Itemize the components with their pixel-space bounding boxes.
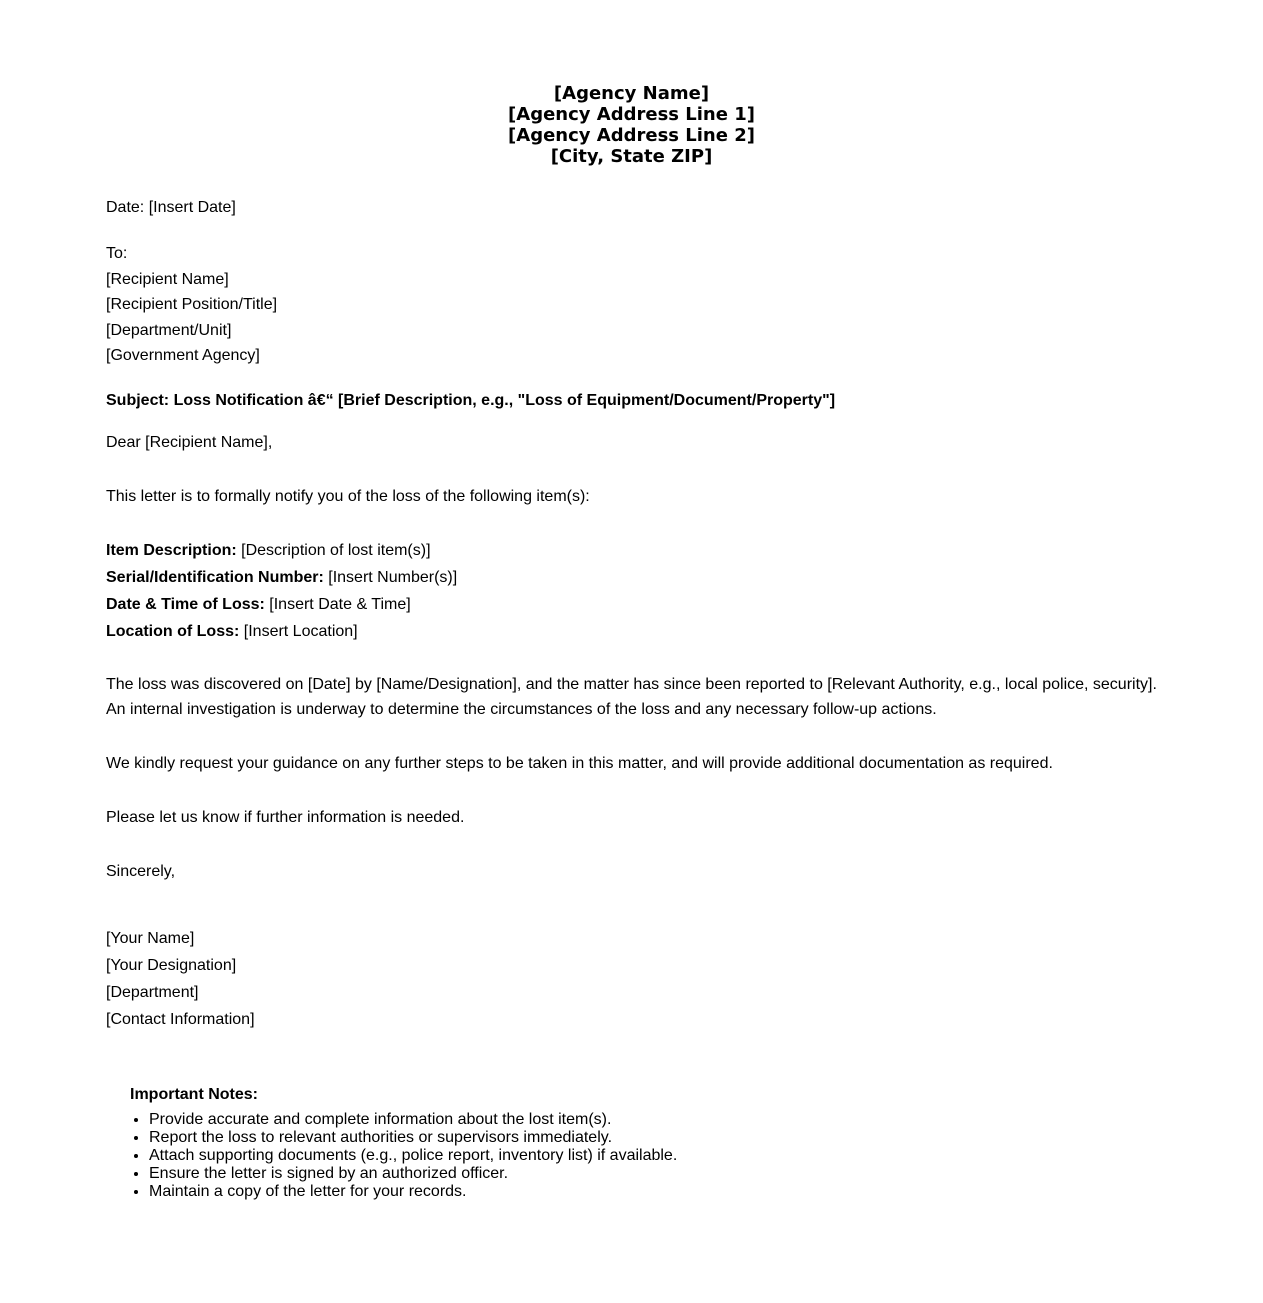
detail-item-description [106,537,1206,564]
followup-paragraph: Please let us know if further information is needed. [106,808,465,826]
detail-label: Date & Time of Loss: [106,595,265,613]
detail-label: Serial/Identification Number: [106,568,324,586]
detail-label: Location of Loss: [106,622,240,640]
signature-department: [Department] [106,984,199,1002]
letter-body [106,197,1206,1034]
detail-value: [Insert Location] [239,622,358,640]
to-label: To: [106,245,128,262]
list-item: • Report the loss to relevant authorities or supervisors immediately. [149,1129,1030,1147]
letterhead [0,83,1263,167]
list-item: • Ensure the letter is signed by an authorized officer. [149,1165,1030,1183]
detail-date-time [106,591,1206,618]
item-details [106,537,1206,645]
notes-title: Important Notes: [130,1086,258,1103]
subject-line: Subject: Loss Notification â€“ [Brief Description, e.g., "Loss of Equipment/Document/Property"] [106,391,836,409]
agency-address-line-1: [Agency Address Line 1] [508,104,755,125]
agency-name: [Agency Name] [553,83,710,104]
list-item: • Attach supporting documents (e.g., police report, inventory list) if available. [149,1147,1030,1165]
date-line: Date: [Insert Date] [106,199,236,216]
recipient-position: [Recipient Position/Title] [106,296,278,313]
detail-location [106,618,1206,645]
notes-list [130,1111,1030,1201]
discovery-line-1: The loss was discovered on [Date] by [Name/Designation], and the matter has since been reported to [Relevant Authority, e.g., local police, security]. [106,675,1157,693]
discovery-paragraph [106,672,1206,723]
signature-block [106,925,1206,1034]
request-paragraph: We kindly request your guidance on any further steps to be taken in this matter, and will provide additional documentation as required. [106,754,1053,772]
signature-designation: [Your Designation] [106,956,237,974]
discovery-line-2: An internal investigation is underway to determine the circumstances of the loss and any necessary follow-up actions. [106,701,937,718]
agency-city-state-zip: [City, State ZIP] [550,146,713,167]
detail-label: Item Description: [106,541,237,559]
detail-value: [Insert Number(s)] [323,568,458,586]
list-item: • Provide accurate and complete information about the lost item(s). [149,1111,1030,1129]
signature-contact: [Contact Information] [106,1011,255,1029]
agency-address-line-2: [Agency Address Line 2] [508,125,755,146]
detail-serial-number [106,564,1206,591]
detail-value: [Description of lost item(s)] [236,541,431,559]
recipient-block [106,241,1206,369]
important-notes [130,1084,1030,1201]
signature-name: [Your Name] [106,929,195,947]
list-item: • Maintain a copy of the letter for your records. [149,1183,1030,1201]
recipient-agency: [Government Agency] [106,347,260,364]
salutation: Dear [Recipient Name], [106,433,273,451]
closing: Sincerely, [106,862,176,880]
recipient-name: [Recipient Name] [106,270,229,288]
detail-value: [Insert Date & Time] [264,595,411,613]
intro-paragraph: This letter is to formally notify you of the loss of the following item(s): [106,487,590,505]
recipient-department: [Department/Unit] [106,321,232,339]
